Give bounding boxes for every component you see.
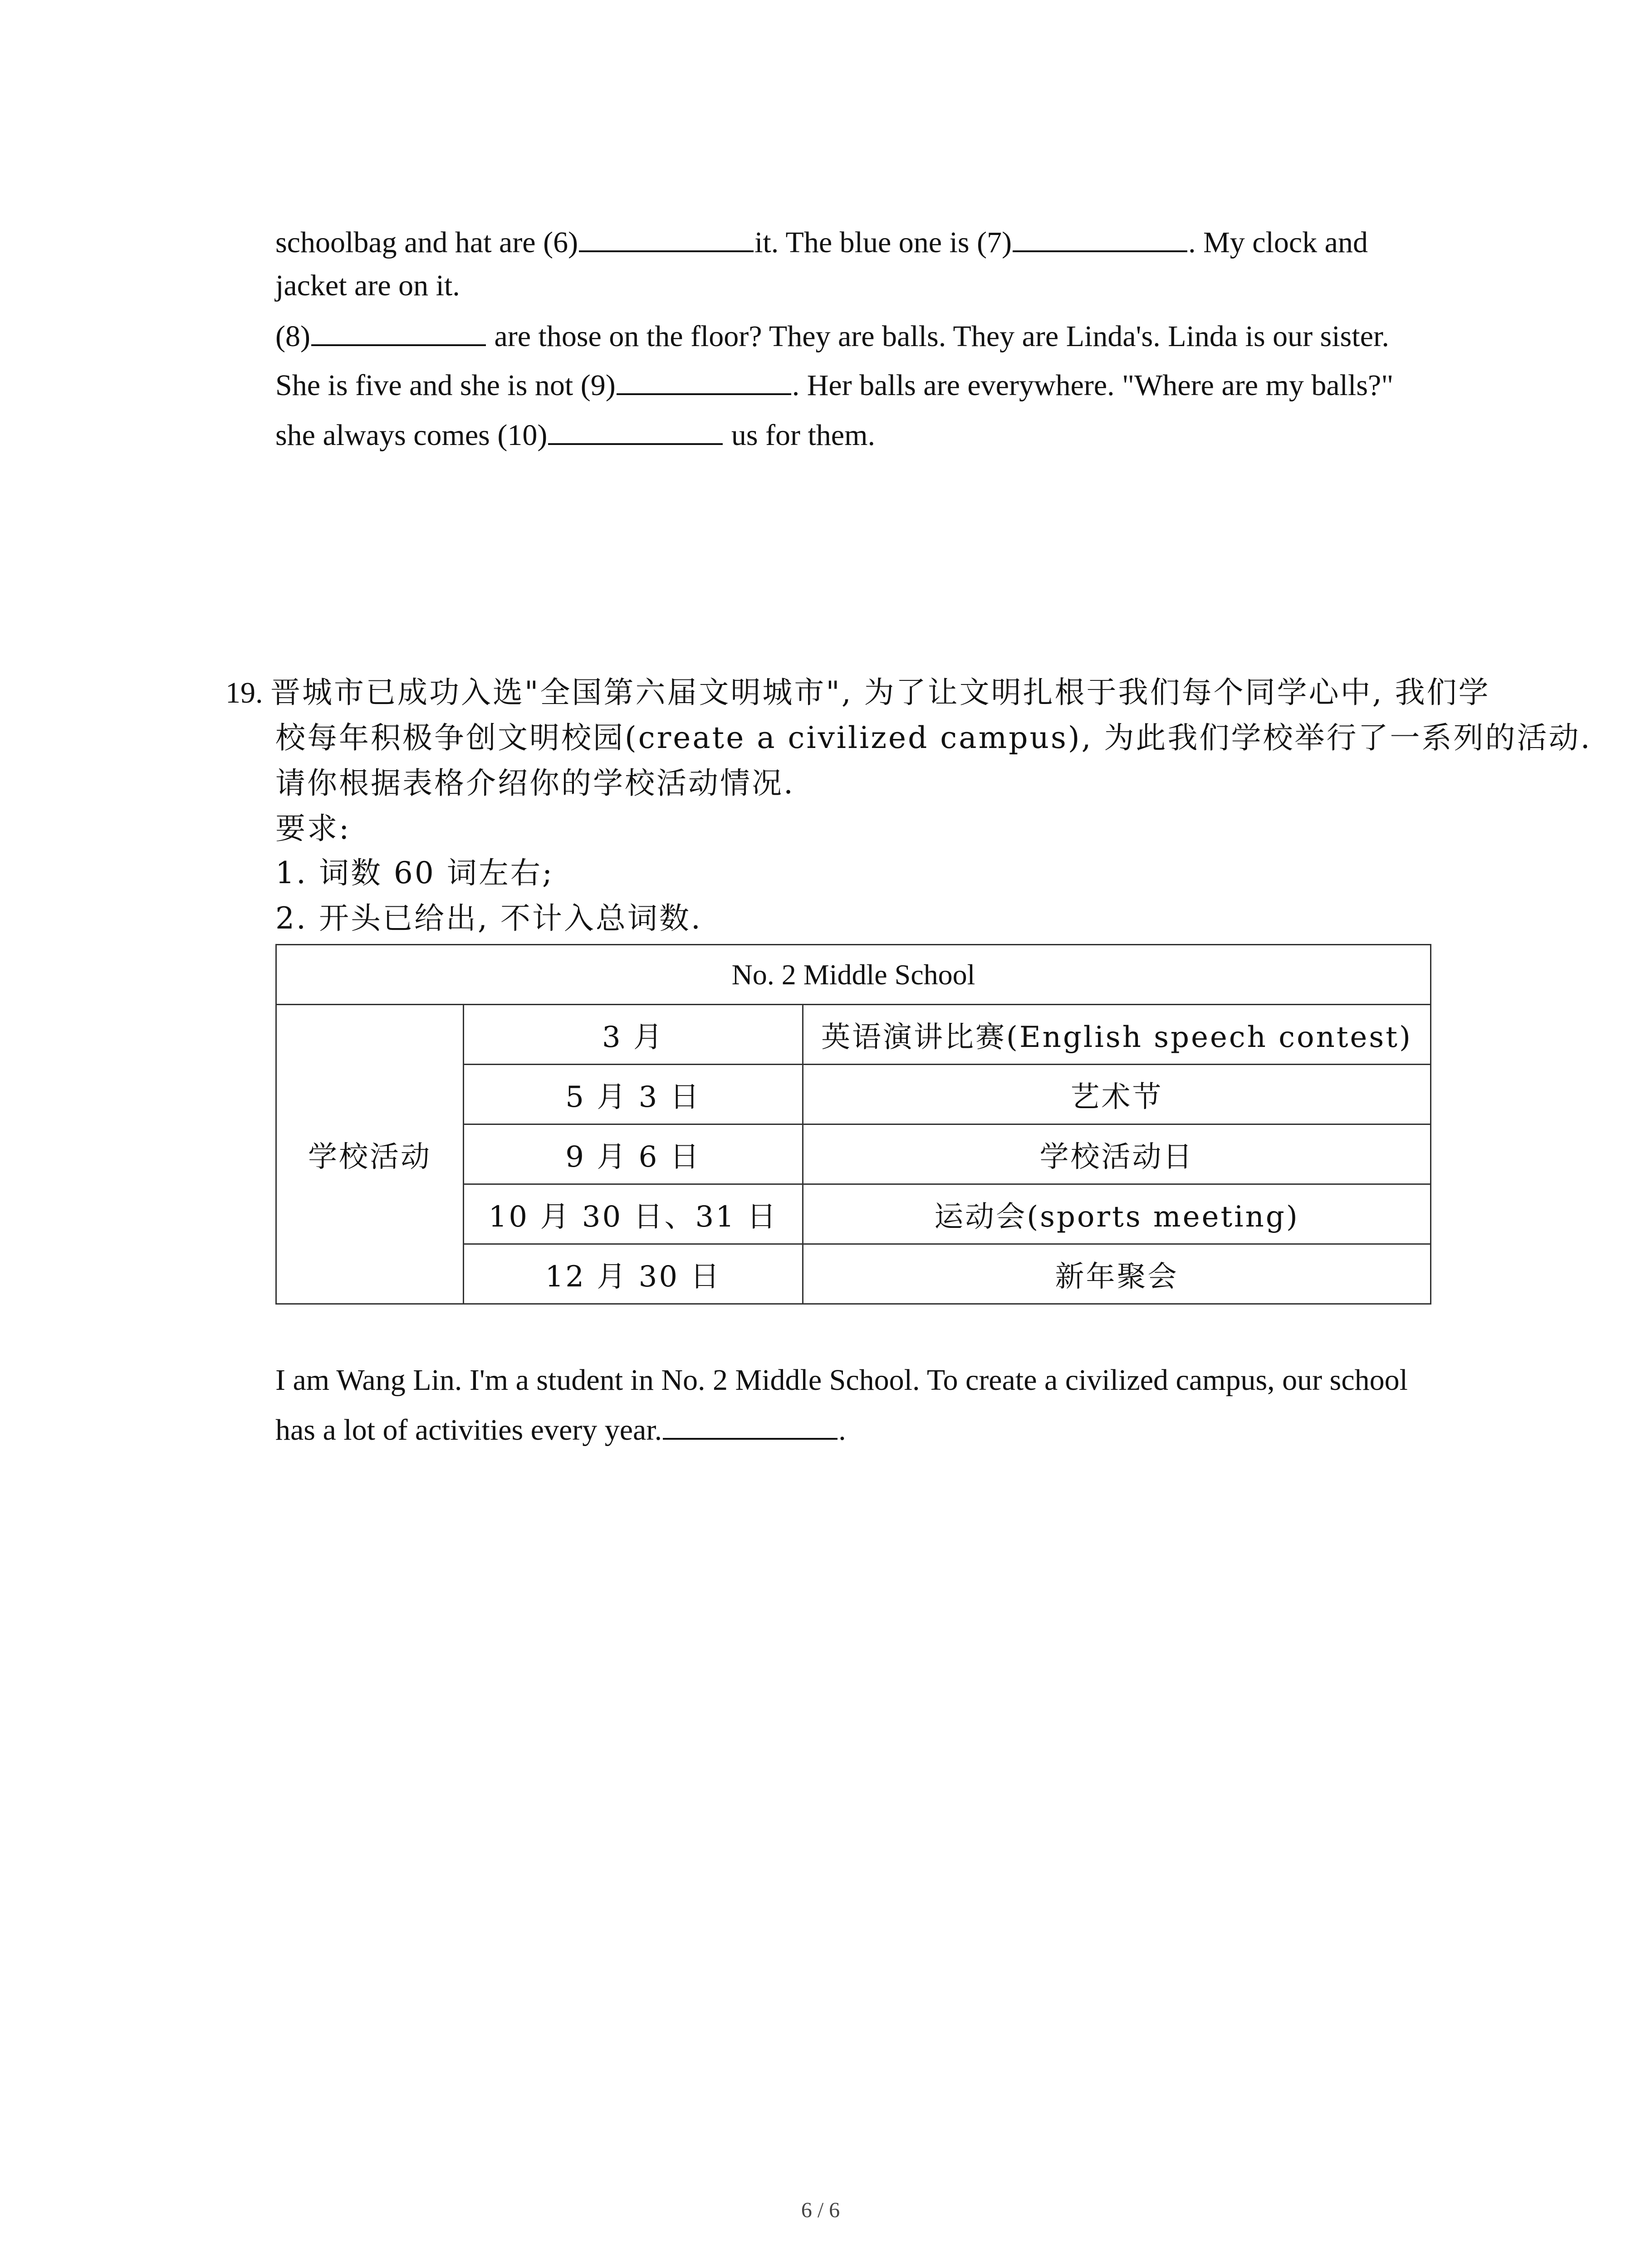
passage-text: schoolbag and hat are (6) bbox=[275, 226, 578, 259]
page-number: 6 / 6 bbox=[801, 2198, 840, 2222]
activity-name: 英语演讲比赛(English speech contest) bbox=[803, 1005, 1431, 1065]
answer-blank-6[interactable] bbox=[579, 223, 754, 252]
table-row-label: 学校活动 bbox=[276, 1005, 464, 1304]
passage-text: . Her balls are everywhere. "Where are my balls?" bbox=[792, 369, 1394, 402]
requirement-1: 1. 词数 60 词左右; bbox=[275, 855, 554, 890]
essay-line-2 bbox=[275, 1410, 846, 1451]
answer-blank-9[interactable] bbox=[617, 366, 791, 395]
activity-date: 10 月 30 日、31 日 bbox=[464, 1184, 803, 1244]
passage-line-2 bbox=[275, 265, 460, 306]
activity-name: 艺术节 bbox=[803, 1065, 1431, 1124]
requirement-2: 2. 开头已给出, 不计入总词数. bbox=[275, 901, 702, 936]
passage-line-5 bbox=[275, 415, 875, 456]
passage-text: us for them. bbox=[724, 419, 875, 452]
question-19-line-3: 请你根据表格介绍你的学校活动情况. bbox=[275, 766, 795, 801]
requirements-title: 要求: bbox=[275, 811, 351, 846]
activity-date: 9 月 6 日 bbox=[464, 1124, 803, 1184]
passage-text: are those on the floor? They are balls. They are Linda's. Linda is our sister. bbox=[486, 320, 1389, 353]
question-19-line-2: 校每年积极争创文明校园(create a civilized campus), 为此我们学校举行了一系列的活动. bbox=[275, 720, 1592, 755]
activity-name: 运动会(sports meeting) bbox=[803, 1184, 1431, 1244]
activity-date: 3 月 bbox=[464, 1005, 803, 1065]
essay-text: has a lot of activities every year. bbox=[275, 1413, 662, 1447]
essay-answer-blank[interactable] bbox=[663, 1411, 838, 1440]
passage-line-4 bbox=[275, 365, 1393, 406]
answer-blank-7[interactable] bbox=[1013, 223, 1187, 252]
passage-text: jacket are on it. bbox=[275, 269, 460, 302]
activity-date: 12 月 30 日 bbox=[464, 1244, 803, 1304]
passage-text: she always comes (10) bbox=[275, 419, 548, 452]
activity-name: 学校活动日 bbox=[803, 1124, 1431, 1184]
table-header-row bbox=[276, 945, 1431, 1005]
answer-blank-8[interactable] bbox=[311, 317, 486, 346]
passage-text: She is five and she is not (9) bbox=[275, 369, 616, 402]
question-19 bbox=[225, 672, 1490, 714]
essay-line-1: I am Wang Lin. I'm a student in No. 2 Middle School. To create a civilized campus, our school bbox=[275, 1364, 1408, 1397]
passage-text: . My clock and bbox=[1188, 226, 1368, 259]
activity-date: 5 月 3 日 bbox=[464, 1065, 803, 1124]
essay-text-end: . bbox=[838, 1413, 846, 1447]
table-header: No. 2 Middle School bbox=[276, 945, 1431, 1005]
passage-line-1 bbox=[275, 222, 1368, 263]
activities-table bbox=[275, 944, 1431, 1305]
question-19-line-1 bbox=[225, 672, 1490, 714]
passage-text: (8) bbox=[275, 320, 310, 353]
table-row bbox=[276, 1005, 1431, 1065]
activity-name: 新年聚会 bbox=[803, 1244, 1431, 1304]
question-prompt: 晋城市已成功入选"全国第六届文明城市", 为了让文明扎根于我们每个同学心中, 我们学 bbox=[270, 675, 1490, 710]
question-number: 19. bbox=[225, 676, 263, 709]
answer-blank-10[interactable] bbox=[548, 416, 723, 445]
passage-text: it. The blue one is (7) bbox=[754, 226, 1012, 259]
passage-line-3 bbox=[275, 316, 1389, 357]
